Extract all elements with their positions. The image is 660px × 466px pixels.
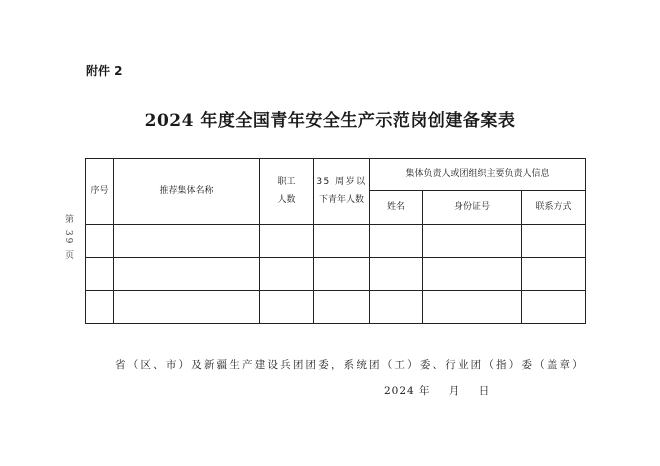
table-row xyxy=(86,258,586,291)
date-month: 月 xyxy=(448,385,461,397)
table-cell[interactable] xyxy=(86,258,114,291)
date-year: 2024 年 xyxy=(384,385,431,397)
table-cell[interactable] xyxy=(86,225,114,258)
table-cell[interactable] xyxy=(423,258,522,291)
table-header-row xyxy=(86,159,586,191)
header-leader-group: 集体负责人或团组织主要负责人信息 xyxy=(370,159,586,191)
page-number-side: 第 39 页 xyxy=(63,214,73,262)
header-staff-line2: 人数 xyxy=(277,194,296,205)
header-staff-line1: 职工 xyxy=(277,177,296,188)
table-row xyxy=(86,291,586,324)
table-cell[interactable] xyxy=(114,291,260,324)
table-cell[interactable] xyxy=(86,291,114,324)
organization-seal-line: 省（区、市）及新疆生产建设兵团团委，系统团（工）委、行业团（指）委（盖章） xyxy=(115,359,585,371)
header-youth-count xyxy=(314,159,370,225)
table-cell[interactable] xyxy=(260,258,314,291)
attachment-label: 附件 2 xyxy=(86,64,123,78)
date-day: 日 xyxy=(478,385,491,397)
page-title: 2024 年度全国青年安全生产示范岗创建备案表 xyxy=(144,111,516,131)
header-leader-id: 身份证号 xyxy=(423,191,522,225)
table-cell[interactable] xyxy=(370,258,423,291)
table-cell[interactable] xyxy=(522,225,586,258)
table-cell[interactable] xyxy=(260,291,314,324)
date-line xyxy=(384,383,504,398)
header-staff-count xyxy=(260,159,314,225)
table-cell[interactable] xyxy=(260,225,314,258)
header-leader-name: 姓名 xyxy=(370,191,423,225)
registration-table xyxy=(85,158,586,324)
table-cell[interactable] xyxy=(370,225,423,258)
table-cell[interactable] xyxy=(423,225,522,258)
table-cell[interactable] xyxy=(114,225,260,258)
header-youth-line1: 35 周岁以 xyxy=(316,177,367,188)
table-row xyxy=(86,225,586,258)
table-cell[interactable] xyxy=(370,291,423,324)
table-cell[interactable] xyxy=(314,225,370,258)
header-collective-name: 推荐集体名称 xyxy=(114,159,260,225)
table-cell[interactable] xyxy=(314,291,370,324)
table-cell[interactable] xyxy=(522,291,586,324)
table-cell[interactable] xyxy=(114,258,260,291)
header-seq: 序号 xyxy=(86,159,114,225)
table-cell[interactable] xyxy=(423,291,522,324)
table-cell[interactable] xyxy=(522,258,586,291)
table-cell[interactable] xyxy=(314,258,370,291)
header-youth-line2: 下青年人数 xyxy=(318,194,364,205)
header-leader-contact: 联系方式 xyxy=(522,191,586,225)
